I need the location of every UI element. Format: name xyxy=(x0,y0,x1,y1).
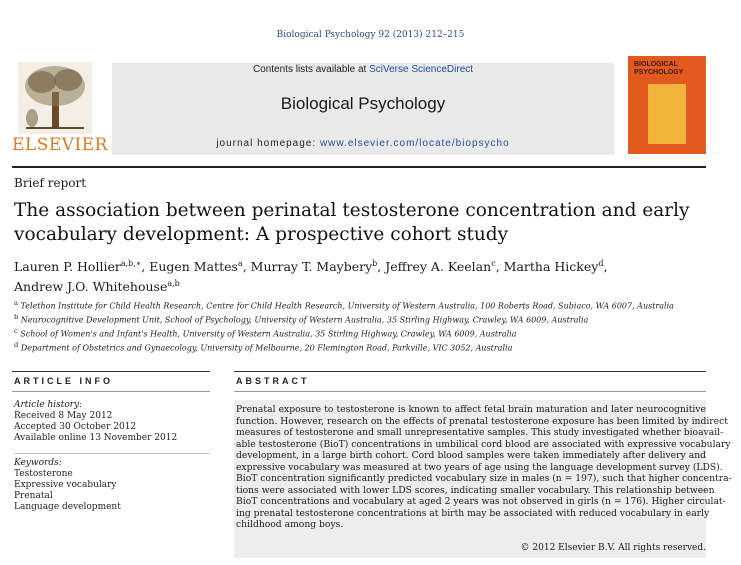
abstract-line: able testosterone (BioT) concentrations in umbilical cord blood are associated with expressive vocabulary xyxy=(236,438,731,450)
author-list: Lauren P. Hollier$^{a,b,∗}$, Eugen Mattes$^a$, Murray T. Maybery$^b$, Jeffrey A. Keelan$^c$, Martha Hickey$^d$, Andrew J.O. Whitehouse$^{a,b}$ xyxy=(14,259,608,295)
homepage-prefix: journal homepage: xyxy=(216,138,320,149)
keyword[interactable]: Testosterone xyxy=(14,469,73,479)
abstract-text xyxy=(236,404,732,531)
keyword[interactable]: Expressive vocabulary xyxy=(14,480,117,490)
publisher-wordmark: ELSEVIER xyxy=(12,135,108,155)
history-online: Available online 13 November 2012 xyxy=(14,433,178,443)
contents-line xyxy=(112,64,614,75)
abstract-line: tions were associated with lower LDS scores, indicating smaller vocabulary. This relationship between xyxy=(236,484,715,496)
info-heading-rule xyxy=(12,391,210,392)
abstract-heading: ABSTRACT xyxy=(236,376,310,386)
history-label: Article history: xyxy=(14,400,83,410)
contents-prefix: Contents lists available at xyxy=(252,64,370,75)
abstract-line: development, in a large birth cohort. Cord blood samples were taken immediately after delivery and xyxy=(236,450,706,461)
abstract-line: measures of testosterone and small unrepresentative samples. This study investigated whether bioavail- xyxy=(236,427,724,438)
article-title xyxy=(14,199,704,247)
info-divider xyxy=(14,453,210,454)
cover-panel xyxy=(648,84,686,144)
abstract-line: Prenatal exposure to testosterone is known to affect fetal brain maturation and later neurocognitive xyxy=(236,404,706,415)
journal-homepage xyxy=(112,138,614,149)
keywords-label: Keywords: xyxy=(14,458,62,468)
author[interactable]: Jeffrey A. Keelan$^c$ xyxy=(385,259,496,275)
abstract-line: childhood among boys. xyxy=(236,519,344,530)
copyright-notice: © 2012 Elsevier B.V. All rights reserved. xyxy=(520,543,706,553)
history-received: Received 8 May 2012 xyxy=(14,411,113,421)
article-info xyxy=(14,400,210,513)
abstract-heading-rule xyxy=(234,391,706,392)
article-info-heading: ARTICLE INFO xyxy=(14,376,113,386)
elsevier-logo[interactable] xyxy=(12,62,108,155)
title-line-1: The association between perinatal testosterone concentration and early xyxy=(14,200,690,221)
header-divider xyxy=(12,166,706,168)
info-top-rule xyxy=(12,371,210,372)
author[interactable]: Andrew J.O. Whitehouse$^{a,b}$ xyxy=(14,279,180,295)
affiliation-item: $^d$ Department of Obstetrics and Gynaecology, University of Melbourne, 20 Flemington Road, Parkville, VIC 3052, Australia xyxy=(14,341,513,354)
abstract-line: function. However, research on the effects of prenatal testosterone exposure has been limited by indirect xyxy=(236,415,728,427)
journal-cover-image[interactable] xyxy=(628,56,706,154)
sciencedirect-link[interactable]: SciVerse ScienceDirect xyxy=(369,64,474,75)
keyword[interactable]: Language development xyxy=(14,502,121,512)
cover-title-line1: BIOLOGICAL xyxy=(634,61,678,68)
article-type: Brief report xyxy=(14,176,87,190)
author[interactable]: Martha Hickey$^d$ xyxy=(503,259,604,275)
abstract-line: ing prenatal testosterone concentrations at birth may be associated with reduced vocabulary in early xyxy=(236,507,710,519)
affiliation-item: $^a$ Telethon Institute for Child Health Research, Centre for Child Health Research, University of Western Australia, 100 Roberts Road, Subiaco, WA 6007, Australia xyxy=(14,299,674,311)
title-line-2: vocabulary development: A prospective cohort study xyxy=(14,224,509,245)
author[interactable]: Lauren P. Hollier$^{a,b,∗}$ xyxy=(14,259,142,275)
affiliations xyxy=(14,298,714,355)
cover-title xyxy=(634,61,700,77)
abstract-line: expressive vocabulary was measured at two years of age using the language development survey (LDS). xyxy=(236,461,723,473)
author[interactable]: Murray T. Maybery$^b$ xyxy=(250,259,378,275)
journal-citation[interactable]: Biological Psychology 92 (2013) 212–215 xyxy=(276,30,465,40)
keyword[interactable]: Prenatal xyxy=(14,491,53,501)
affiliation-item: $^b$ Neurocognitive Development Unit, School of Psychology, University of Western Australia, 35 Stirling Highway, Crawley, WA 6009, Australia xyxy=(14,313,589,325)
history-accepted: Accepted 30 October 2012 xyxy=(14,422,137,432)
abstract-line: BioT concentration significantly predicted vocabulary size in males (n = 197), such that higher concentra- xyxy=(236,473,732,484)
affiliation-item: $^c$ School of Women's and Infant's Health, University of Western Australia, 35 Stirling Highway, Crawley, WA 6009, Australia xyxy=(14,327,517,339)
abstract-top-rule xyxy=(234,371,706,372)
tree-emblem-icon xyxy=(18,62,92,134)
abstract-line: BioT concentrations and vocabulary at aged 2 years was not observed in girls (n = 176). Higher circulat- xyxy=(236,496,726,507)
cover-title-line2: PSYCHOLOGY xyxy=(634,69,684,76)
journal-title: Biological Psychology xyxy=(280,94,446,113)
homepage-link[interactable]: www.elsevier.com/locate/biopsycho xyxy=(319,138,510,149)
author[interactable]: Eugen Mattes$^a$ xyxy=(149,259,243,275)
